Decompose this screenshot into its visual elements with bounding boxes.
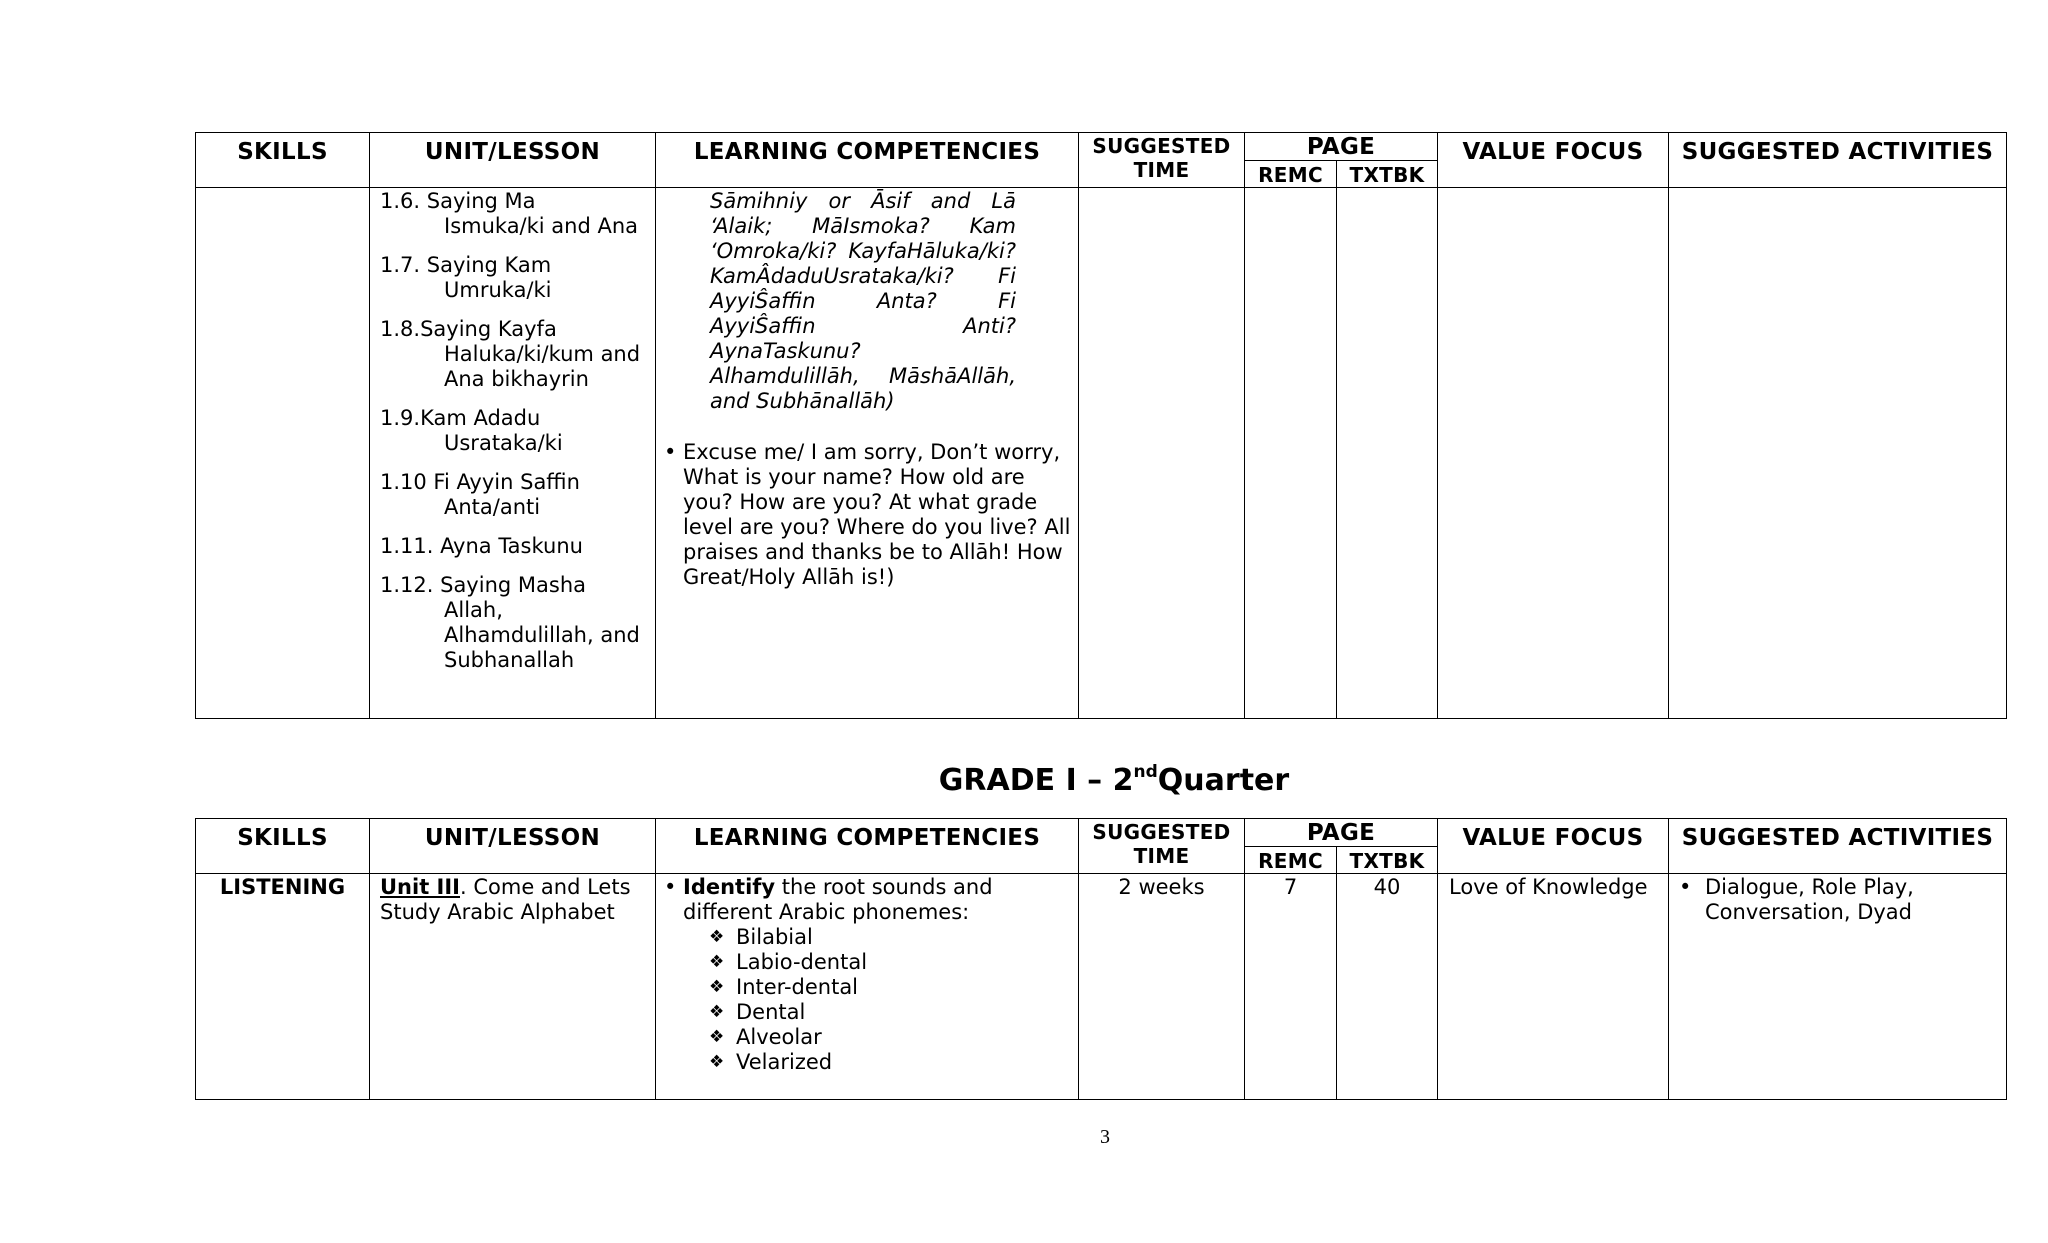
lesson-title: 1.10 Fi Ayyin Saffin	[380, 470, 580, 494]
skill-label: LISTENING	[219, 875, 346, 899]
lesson-list	[370, 189, 655, 673]
header-skills: SKILLS	[196, 819, 370, 874]
bullet-icon: •	[664, 440, 677, 464]
lessons-cell	[370, 188, 656, 719]
list-item	[370, 534, 655, 559]
list-item	[1669, 875, 2006, 925]
phoneme-label: Alveolar	[736, 1025, 822, 1049]
spacer	[370, 559, 655, 573]
activities-text: Dialogue, Role Play, Conversation, Dyad	[1705, 875, 1914, 924]
lesson-title: 1.12. Saying Masha	[380, 573, 586, 597]
header-suggested-time: SUGGESTED TIME	[1079, 819, 1245, 874]
list-item	[370, 573, 655, 673]
list-item	[370, 317, 655, 392]
phoneme-label: Dental	[736, 1000, 806, 1024]
bullet-icon: •	[664, 875, 677, 899]
spacer	[370, 520, 655, 534]
competency-italic-text: Sāmihniy or Āsif and Lā ‘Alaik; MāIsmoka? Kam ‘Omroka/ki? KayfaHāluka/ki? KamÂdaduUsrataka/ki? Fi AyyiŜaffin Anta? Fi AyyiŜaffin Anti? AynaTaskunu? Alhamdulillāh, MāshāAllāh, and Subhānallāh)	[710, 189, 1016, 413]
header-unit-lesson: UNIT/LESSON	[370, 819, 656, 874]
lesson-title-continuation: Ana bikhayrin	[444, 367, 589, 391]
competency-text: the root sounds and different Arabic phonemes:	[683, 875, 993, 924]
header-page: PAGE	[1245, 133, 1438, 161]
lesson-title-continuation: Subhanallah	[444, 648, 575, 672]
competency-bullet-text: Excuse me/ I am sorry, Don’t worry, What is your name? How old are you? How are you? At what grade level are you? Where do you live? All praises and thanks be to Allāh! How Great/Holy Allāh is!)	[683, 440, 1071, 589]
value-focus-cell	[1438, 188, 1669, 719]
list-item	[370, 253, 655, 303]
header-unit-lesson: UNIT/LESSON	[370, 133, 656, 188]
spacer	[370, 456, 655, 470]
list-item	[656, 875, 1078, 925]
txtbk-cell: 40	[1337, 874, 1438, 1100]
list-item	[709, 950, 1078, 975]
list-item	[709, 1025, 1078, 1050]
diamond-bullet-icon: ❖	[709, 927, 725, 947]
phoneme-label: Bilabial	[736, 925, 813, 949]
curriculum-table-2nd-quarter	[195, 818, 2007, 1100]
lesson-title-continuation: Ismuka/ki and Ana	[444, 214, 639, 238]
activities-cell	[1669, 874, 2007, 1100]
spacer	[370, 392, 655, 406]
skill-cell	[196, 874, 370, 1100]
list-item	[370, 189, 655, 239]
txtbk-cell	[1337, 188, 1438, 719]
header-txtbk: TXTBK	[1337, 847, 1438, 874]
lesson-title-continuation: Umruka/ki	[444, 278, 552, 302]
header-learning-competencies: LEARNING COMPETENCIES	[656, 819, 1079, 874]
lesson-title: 1.8.Saying Kayfa	[380, 317, 557, 341]
phoneme-label: Inter-dental	[736, 975, 859, 999]
list-item	[370, 470, 655, 520]
unit-title: . Come and Lets Study Arabic Alphabet	[380, 875, 631, 924]
unit-cell	[370, 874, 656, 1100]
diamond-bullet-icon: ❖	[709, 977, 725, 997]
phoneme-list	[656, 925, 1078, 1075]
list-item	[709, 1050, 1078, 1075]
spacer	[370, 303, 655, 317]
lesson-title-continuation: Alhamdulillah, and	[444, 623, 640, 647]
diamond-bullet-icon: ❖	[709, 1052, 725, 1072]
list-item	[709, 975, 1078, 1000]
remc-cell: 7	[1245, 874, 1337, 1100]
skills-cell	[196, 188, 370, 719]
competency-cell	[656, 874, 1079, 1100]
competency-verb: Identify	[683, 875, 776, 899]
diamond-bullet-icon: ❖	[709, 1002, 725, 1022]
diamond-bullet-icon: ❖	[709, 1027, 725, 1047]
header-skills: SKILLS	[196, 133, 370, 188]
lesson-title-continuation: Usrataka/ki	[444, 431, 563, 455]
phoneme-label: Labio-dental	[736, 950, 868, 974]
competencies-cell	[656, 188, 1079, 719]
header-suggested-activities: SUGGESTED ACTIVITIES	[1669, 133, 2007, 188]
lesson-title: 1.6. Saying Ma	[380, 189, 536, 213]
header-remc: REMC	[1245, 161, 1337, 188]
time-cell: 2 weeks	[1079, 874, 1245, 1100]
list-item	[709, 1000, 1078, 1025]
lesson-title-continuation: Allah,	[444, 598, 503, 622]
header-value-focus: VALUE FOCUS	[1438, 133, 1669, 188]
header-value-focus: VALUE FOCUS	[1438, 819, 1669, 874]
list-item	[370, 406, 655, 456]
header-suggested-activities: SUGGESTED ACTIVITIES	[1669, 819, 2007, 874]
remc-cell	[1245, 188, 1337, 719]
spacer	[370, 239, 655, 253]
header-page: PAGE	[1245, 819, 1438, 847]
header-remc: REMC	[1245, 847, 1337, 874]
unit-number: Unit III	[380, 875, 460, 899]
diamond-bullet-icon: ❖	[709, 952, 725, 972]
curriculum-table-continued	[195, 132, 2007, 719]
header-txtbk: TXTBK	[1337, 161, 1438, 188]
lesson-title-continuation: Haluka/ki/kum and	[444, 342, 641, 366]
activities-cell	[1669, 188, 2007, 719]
lesson-title: 1.7. Saying Kam	[380, 253, 552, 277]
value-focus-cell: Love of Knowledge	[1438, 874, 1669, 1100]
lesson-title: 1.9.Kam Adadu	[380, 406, 541, 430]
list-item	[709, 925, 1078, 950]
header-learning-competencies: LEARNING COMPETENCIES	[656, 133, 1079, 188]
lesson-title: 1.11. Ayna Taskunu	[380, 534, 583, 558]
page-number: 3	[1100, 1126, 1110, 1148]
list-item	[656, 440, 1078, 590]
phoneme-label: Velarized	[736, 1050, 833, 1074]
quarter-heading: GRADE I – 2ndQuarter	[938, 762, 1290, 798]
time-cell	[1079, 188, 1245, 719]
bullet-icon: •	[1679, 875, 1692, 899]
header-suggested-time: SUGGESTED TIME	[1079, 133, 1245, 188]
lesson-title-continuation: Anta/anti	[444, 495, 541, 519]
